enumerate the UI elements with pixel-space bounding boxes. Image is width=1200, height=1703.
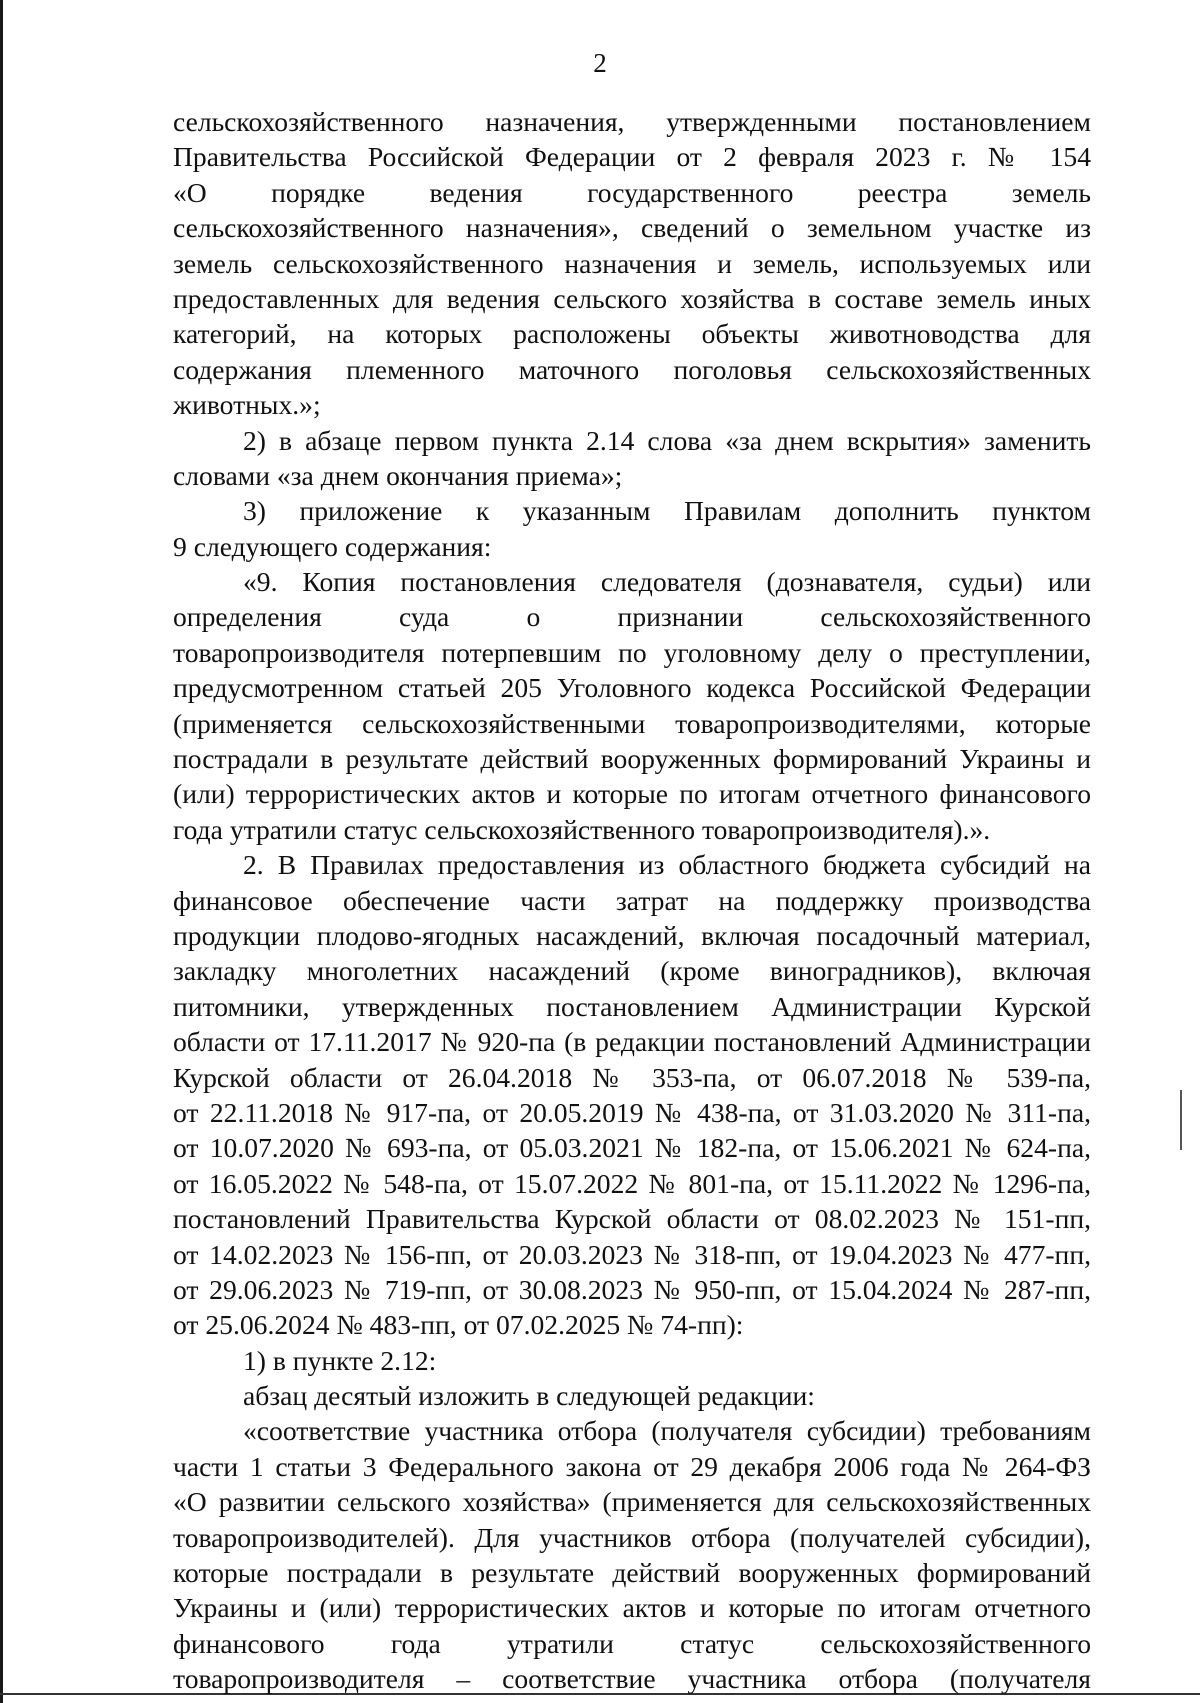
text-line: определения суда о признании сельскохозяйственного bbox=[173, 601, 1091, 633]
text-line: «О порядке ведения государственного реестра земель bbox=[173, 176, 1091, 208]
text-line: питомники, утвержденных постановлением Администрации Курской bbox=[173, 990, 1091, 1022]
text-line: (применяется сельскохозяйственными товаропроизводителями, которые bbox=[173, 707, 1091, 739]
text-line: «соответствие участника отбора (получателя субсидии) требованиям bbox=[243, 1415, 1091, 1447]
text-line: сельскохозяйственного назначения, утвержденными постановлением bbox=[173, 106, 1091, 137]
text-line: 2) в абзаце первом пункта 2.14 слова «за днем вскрытия» заменить bbox=[243, 424, 1091, 456]
text-line: от 16.05.2022 № 548-па, от 15.07.2022 № 801-па, от 15.11.2022 № 1296-па, bbox=[173, 1167, 1091, 1199]
text-line: предусмотренном статьей 205 Уголовного кодекса Российской Федерации bbox=[173, 672, 1091, 704]
text-line: финансовое обеспечение части затрат на поддержку производства bbox=[173, 884, 1091, 916]
text-line: товаропроизводителей). Для участников отбора (получателей субсидии), bbox=[173, 1521, 1091, 1553]
text-line: 1) в пункте 2.12: bbox=[243, 1344, 437, 1376]
text-line: от 22.11.2018 № 917-па, от 20.05.2019 № 438-па, от 31.03.2020 № 311-па, bbox=[173, 1096, 1091, 1128]
text-line: продукции плодово-ягодных насаждений, включая посадочный материал, bbox=[173, 919, 1091, 951]
text-line: (или) террористических актов и которые по итогам отчетного финансового bbox=[173, 778, 1091, 810]
text-line: содержания племенного маточного поголовья сельскохозяйственных bbox=[173, 353, 1091, 385]
text-line: Курской области от 26.04.2018 № 353-па, от 06.07.2018 № 539-па, bbox=[173, 1061, 1091, 1093]
text-line: товаропроизводителя потерпевшим по уголовному делу о преступлении, bbox=[173, 636, 1091, 668]
text-line: «9. Копия постановления следователя (дознавателя, судьи) или bbox=[243, 566, 1091, 598]
text-line: Правительства Российской Федерации от 2 февраля 2023 г. № 154 bbox=[173, 141, 1091, 173]
document-body bbox=[173, 104, 1091, 1697]
text-line: земель сельскохозяйственного назначения и земель, используемых или bbox=[173, 247, 1091, 279]
scan-artifact bbox=[1180, 1090, 1182, 1150]
text-line: закладку многолетних насаждений (кроме виноградников), включая bbox=[173, 955, 1091, 987]
text-line: которые пострадали в результате действий вооруженных формирований bbox=[173, 1557, 1091, 1589]
text-line: от 14.02.2023 № 156-пп, от 20.03.2023 № 318-пп, от 19.04.2023 № 477-пп, bbox=[173, 1238, 1091, 1270]
text-line: пострадали в результате действий вооруженных формирований Украины и bbox=[173, 743, 1091, 775]
text-line: года утратили статус сельскохозяйственного товаропроизводителя).». bbox=[173, 813, 991, 845]
text-line: от 29.06.2023 № 719-пп, от 30.08.2023 № 950-пп, от 15.04.2024 № 287-пп, bbox=[173, 1273, 1091, 1305]
text-line: 9 следующего содержания: bbox=[173, 530, 492, 562]
text-line: 2. В Правилах предоставления из областного бюджета субсидий на bbox=[243, 849, 1091, 881]
text-line: абзац десятый изложить в следующей редакции: bbox=[243, 1380, 815, 1412]
scan-left-edge bbox=[0, 0, 3, 1703]
text-line: 3) приложение к указанным Правилам дополнить пунктом bbox=[243, 495, 1091, 527]
text-line: постановлений Правительства Курской области от 08.02.2023 № 151-пп, bbox=[173, 1203, 1091, 1235]
text-line: сельскохозяйственного назначения», сведений о земельном участке из bbox=[173, 212, 1091, 244]
text-line: предоставленных для ведения сельского хозяйства в составе земель иных bbox=[173, 282, 1091, 314]
text-line: словами «за днем окончания приема»; bbox=[173, 459, 623, 491]
page-number: 2 bbox=[593, 48, 607, 78]
text-line: части 1 статьи 3 Федерального закона от 29 декабря 2006 года № 264-ФЗ bbox=[173, 1450, 1091, 1482]
text-line: товаропроизводителя – соответствие участника отбора (получателя bbox=[173, 1663, 1091, 1695]
text-line: от 25.06.2024 № 483-пп, от 07.02.2025 № 74-пп): bbox=[173, 1309, 744, 1341]
text-line: животных.»; bbox=[173, 389, 321, 421]
text-line: от 10.07.2020 № 693-па, от 05.03.2021 № 182-па, от 15.06.2021 № 624-па, bbox=[173, 1132, 1091, 1164]
text-line: Украины и (или) террористических актов и которые по итогам отчетного bbox=[173, 1592, 1091, 1624]
text-line: «О развитии сельского хозяйства» (применяется для сельскохозяйственных bbox=[173, 1486, 1091, 1518]
text-line: категорий, на которых расположены объекты животноводства для bbox=[173, 318, 1091, 350]
text-line: финансового года утратили статус сельскохозяйственного bbox=[173, 1627, 1091, 1659]
text-line: области от 17.11.2017 № 920-па (в редакции постановлений Администрации bbox=[173, 1026, 1091, 1058]
